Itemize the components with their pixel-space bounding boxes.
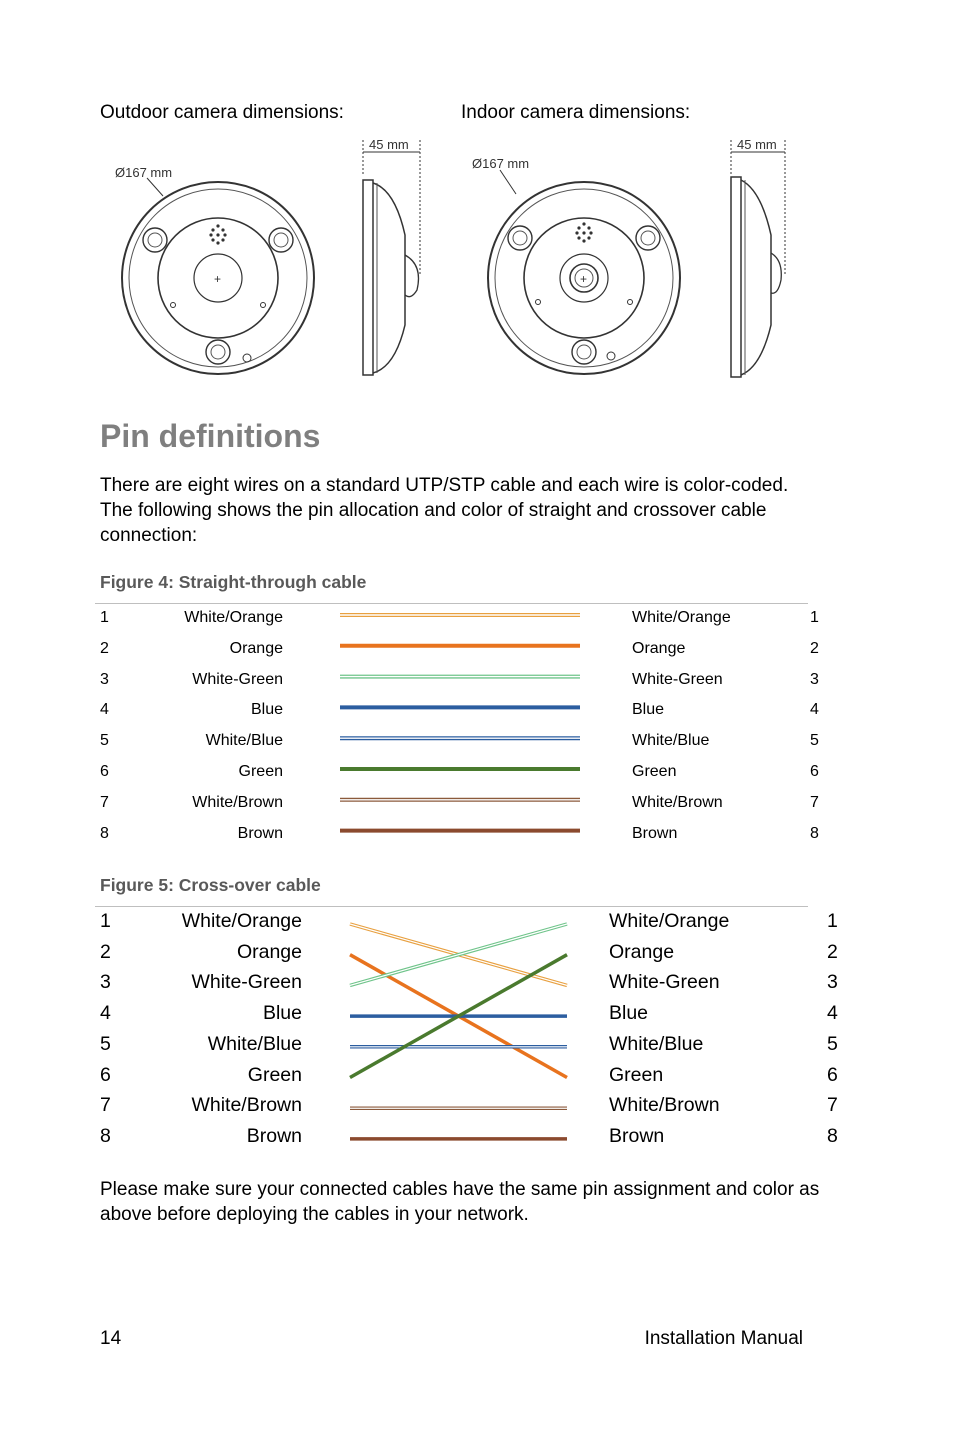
figure5-label-left-7: White/Brown xyxy=(191,1094,302,1117)
figure5-label-left-4: Blue xyxy=(262,1002,302,1025)
figure5-pin-left-6: 6 xyxy=(100,1063,111,1086)
figure4-label-left-2: Orange xyxy=(229,639,283,657)
figure4-label-left-6: Green xyxy=(238,763,283,780)
figure4-label-left-1: White/Orange xyxy=(184,609,283,626)
figure5-pin-right-3: 3 xyxy=(827,971,838,994)
figure5-label-right-3: White-Green xyxy=(609,971,720,994)
figure5-label-right-4: Blue xyxy=(609,1002,649,1025)
figure5-pin-left-3: 3 xyxy=(100,971,111,994)
figure4-label-left-8: Brown xyxy=(237,824,283,842)
figure4-pin-right-3: 3 xyxy=(810,670,819,688)
indoor-depth-label: 45 mm xyxy=(737,137,777,152)
intro-paragraph: There are eight wires on a standard UTP/STP cable and each wire is color-coded. The following shows the pin allocation and color of straight and crossover cable connection: xyxy=(100,475,789,546)
figure5-label-right-2: Orange xyxy=(609,940,675,963)
figure4-label-right-5: White/Blue xyxy=(632,732,710,750)
straight-through-wires xyxy=(0,600,954,880)
figure4-label-left-4: Blue xyxy=(250,701,283,719)
figure5-label-left-3: White-Green xyxy=(191,971,302,994)
indoor-dimensions-caption: Indoor camera dimensions: xyxy=(461,102,691,123)
figure4-title: Figure 4: Straight-through cable xyxy=(100,572,367,592)
figure4-label-right-2: Orange xyxy=(632,639,686,657)
figure4-pin-left-1: 1 xyxy=(100,609,109,626)
figure4-pin-left-2: 2 xyxy=(100,639,109,657)
figure5-label-left-8: Brown xyxy=(246,1124,302,1147)
svg-text:+: + xyxy=(214,272,222,286)
figure5-label-left-5: White/Blue xyxy=(207,1032,302,1055)
figure4-label-left-5: White/Blue xyxy=(205,732,283,750)
figure5-pin-left-8: 8 xyxy=(100,1124,111,1147)
figure4-label-right-3: White-Green xyxy=(632,670,723,688)
figure5-label-right-1: White/Orange xyxy=(609,910,730,932)
outdoor-depth-label: 45 mm xyxy=(369,137,409,152)
svg-text:+: + xyxy=(580,272,588,286)
figure5-pin-right-2: 2 xyxy=(827,940,838,963)
figure4-pin-right-2: 2 xyxy=(810,639,819,657)
figure5-pin-left-5: 5 xyxy=(100,1032,111,1055)
figure4-pin-right-1: 1 xyxy=(810,609,819,626)
figure5-pin-right-7: 7 xyxy=(827,1094,838,1117)
figure5-pin-right-6: 6 xyxy=(827,1063,838,1086)
outdoor-camera-side-drawing xyxy=(355,135,435,385)
figure4-pin-left-6: 6 xyxy=(100,763,109,780)
outdoor-dimensions-caption: Outdoor camera dimensions: xyxy=(100,102,344,123)
figure5-label-left-1: White/Orange xyxy=(181,910,302,932)
figure5-pin-left-2: 2 xyxy=(100,940,111,963)
figure4-pin-left-8: 8 xyxy=(100,824,109,842)
figure4-pin-right-7: 7 xyxy=(810,793,819,811)
figure4-label-right-1: White/Orange xyxy=(632,609,731,626)
figure5-pin-right-5: 5 xyxy=(827,1032,838,1055)
figure5-label-right-7: White/Brown xyxy=(609,1094,720,1117)
indoor-diameter-label: Ø167 mm xyxy=(472,156,530,171)
figure5-pin-right-8: 8 xyxy=(827,1124,838,1147)
figure5-pin-right-1: 1 xyxy=(827,910,838,932)
figure5-label-right-8: Brown xyxy=(609,1124,665,1147)
figure4-pin-left-4: 4 xyxy=(100,701,109,719)
indoor-camera-side-drawing xyxy=(723,135,803,385)
page-number: 14 xyxy=(100,1328,122,1349)
figure4-label-right-7: White/Brown xyxy=(632,793,723,811)
figure4-pin-right-4: 4 xyxy=(810,701,819,719)
figure5-pin-left-1: 1 xyxy=(100,910,111,932)
outdoor-diameter-label: Ø167 mm xyxy=(115,165,173,180)
figure5-label-left-2: Orange xyxy=(236,940,302,963)
figure4-pin-right-6: 6 xyxy=(810,763,819,780)
closing-paragraph: Please make sure your connected cables have the same pin assignment and color as above before deploying the cables in your network. xyxy=(100,1179,820,1225)
figure5-title: Figure 5: Cross-over cable xyxy=(100,875,321,895)
outdoor-camera-front-drawing xyxy=(115,140,315,390)
manual-title: Installation Manual xyxy=(644,1328,803,1349)
figure5-label-left-6: Green xyxy=(247,1063,302,1086)
figure5-label-right-5: White/Blue xyxy=(609,1032,704,1055)
figure5-label-right-6: Green xyxy=(609,1063,664,1086)
figure4-label-left-7: White/Brown xyxy=(192,793,283,811)
figure4-pin-right-5: 5 xyxy=(810,732,819,750)
figure5-pin-left-4: 4 xyxy=(100,1002,111,1025)
figure4-pin-left-3: 3 xyxy=(100,670,109,688)
indoor-camera-front-drawing xyxy=(470,140,680,390)
figure4-pin-left-7: 7 xyxy=(100,793,109,811)
crossover-wires xyxy=(0,900,954,1180)
figure5-pin-right-4: 4 xyxy=(827,1002,838,1025)
figure4-pin-left-5: 5 xyxy=(100,732,109,750)
figure4-label-right-4: Blue xyxy=(632,701,665,719)
figure4-label-right-6: Green xyxy=(632,763,677,780)
figure5-pin-left-7: 7 xyxy=(100,1094,111,1117)
figure4-label-right-8: Brown xyxy=(632,824,678,842)
figure4-label-left-3: White-Green xyxy=(192,670,283,688)
section-title: Pin definitions xyxy=(100,418,321,454)
figure4-pin-right-8: 8 xyxy=(810,824,819,842)
